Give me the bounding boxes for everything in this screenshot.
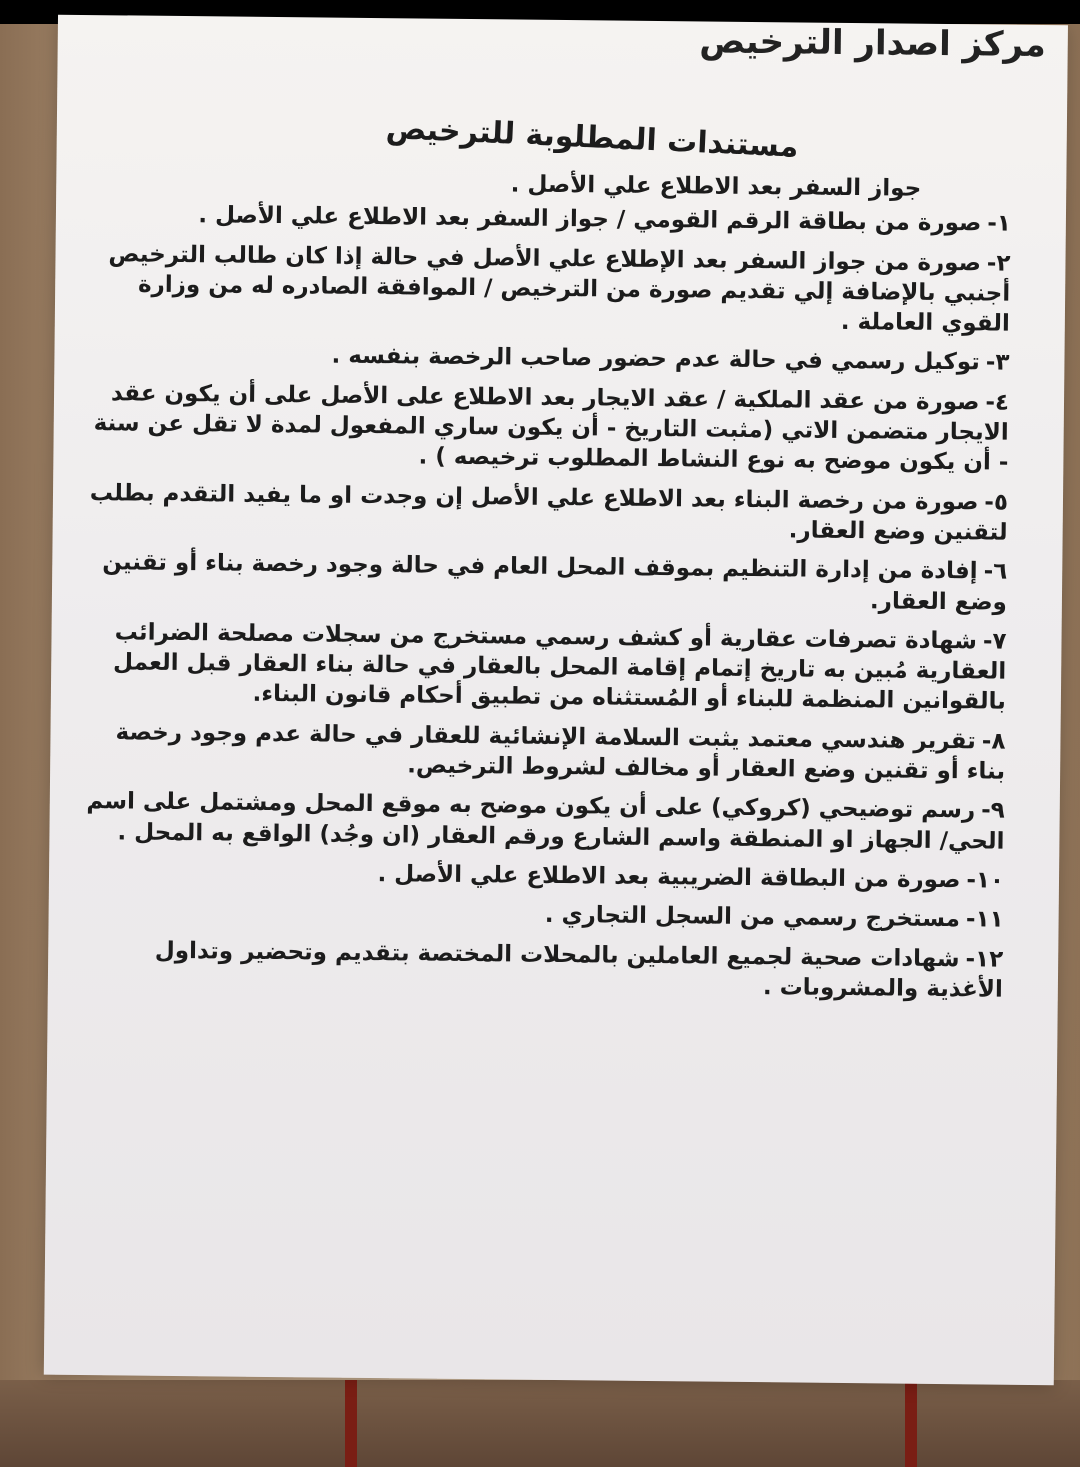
list-item: [78, 478, 1009, 548]
item-number: ١-: [987, 210, 1012, 237]
item-text: صورة من بطاقة الرقم القومي / جواز السفر بعد الاطلاع علي الأصل .: [198, 202, 982, 237]
item-number: ٨-: [981, 728, 1006, 755]
wall-bottom-edge: [0, 1380, 1080, 1467]
item-number: ٦-: [983, 558, 1008, 585]
item-text: صورة من جواز السفر بعد الإطلاع علي الأصل في حالة إذا كان طالب الترخيص أجنبي بالإضافة إلي تقديم صورة من الترخيص / الموافقة الصادره له من وزارة القوي العاملة .: [108, 240, 1011, 337]
item-number: ١٢-: [965, 945, 1004, 973]
list-item: [77, 547, 1008, 617]
item-text: صورة من البطاقة الضريبية بعد الاطلاع علي الأصل .: [377, 861, 961, 894]
item-text: صورة من عقد الملكية / عقد الايجار بعد الاطلاع على الأصل على أن يكون عقد الايجار متضمن الاتي (مثبت التاريخ - أن يكون ساري المفعول لمدة لا تقل عن سنة - أن يكون موضح به نوع النشاط المطلوب ترخيصه ) .: [93, 380, 1009, 477]
item-number: ٩-: [981, 797, 1005, 825]
red-rail-right: [905, 1380, 917, 1467]
red-rail-left: [345, 1380, 357, 1467]
item-text: مستخرج رسمي من السجل التجاري .: [544, 902, 961, 933]
document-title: مستندات المطلوبة للترخيص: [385, 110, 800, 165]
list-item: [80, 239, 1011, 340]
list-item: [81, 199, 1011, 239]
item-number: ٤-: [985, 389, 1010, 416]
requirements-body: [73, 165, 1012, 1014]
item-text: صورة من رخصة البناء بعد الاطلاع علي الأصل إن وجدت او ما يفيد التقدم بطلب لتقنين وضع العقار.: [89, 479, 1008, 546]
list-item: [74, 786, 1005, 856]
item-number: ٢-: [986, 250, 1011, 277]
list-item: [76, 617, 1007, 718]
list-item: [78, 378, 1009, 479]
item-number: ٥-: [984, 489, 1009, 516]
item-text: شهادة تصرفات عقارية أو كشف رسمي مستخرج من سجلات مصلحة الضرائب العقارية مُبين به تاريخ إتمام إقامة المحل بالعقار في حالة بناء العقار قبل العمل بالقوانين المنظمة للبناء أو المُستثناه من تطبيق أحكام قانون البناء.: [112, 619, 1007, 716]
item-number: ١٠-: [966, 867, 1005, 894]
list-item: [75, 717, 1006, 787]
item-number: ١١-: [965, 906, 1004, 933]
list-item: [74, 856, 1004, 896]
intro-line: جواز السفر بعد الاطلاع علي الأصل .: [510, 171, 922, 202]
requirements-list: [73, 199, 1011, 1005]
item-text: تقرير هندسي معتمد يثبت السلامة الإنشائية للعقار في حالة عدم وجود رخصة بناء أو تقنين وضع العقار أو مخالف لشروط الترخيص.: [115, 719, 1006, 785]
item-number: ٧-: [982, 628, 1007, 655]
list-item: [79, 338, 1009, 378]
list-item: [73, 934, 1004, 1004]
item-number: ٣-: [985, 349, 1010, 377]
list-item: [73, 895, 1003, 935]
item-text: رسم توضيحي (كروكي) على أن يكون موضح به موقع المحل ومشتمل على اسم الحي/ الجهاز او المنطقة واسم الشارع ورقم العقار (ان وجُد) الواقع به المحل .: [86, 788, 1005, 855]
item-text: إفادة من إدارة التنظيم بموقف المحل العام في حالة وجود رخصة بناء أو تقنين وضع العقار.: [102, 549, 1008, 616]
item-text: توكيل رسمي في حالة عدم حضور صاحب الرخصة بنفسه .: [331, 343, 980, 376]
posted-paper-notice: [44, 15, 1068, 1386]
item-text: شهادات صحية لجميع العاملين بالمحلات المختصة بتقديم وتحضير وتداول الأغذية والمشروبات .: [154, 937, 1004, 1003]
issuing-office-heading: مركز اصدار الترخيص: [699, 21, 1046, 66]
